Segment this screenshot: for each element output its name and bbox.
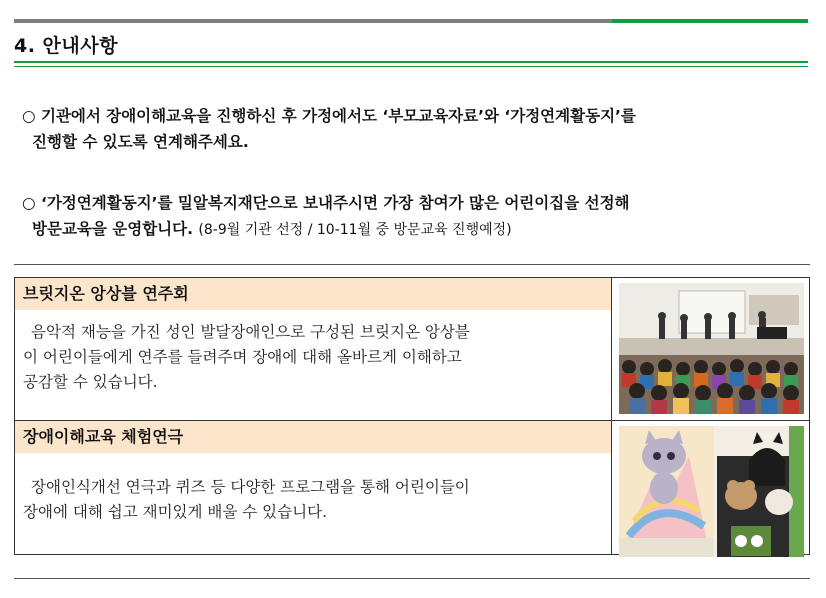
description-line: 장애에 대해 쉽고 재미있게 배울 수 있습니다. [23,503,328,521]
divider [14,578,810,579]
program-text-cell [15,421,612,554]
program-description [15,310,611,395]
program-text-cell [15,278,612,420]
description-line: 장애인식개선 연극과 퀴즈 등 다양한 프로그램을 통해 어린이들이 [31,478,470,496]
top-rule-green [612,19,808,23]
description-line: 음악적 재능을 가진 성인 발달장애인으로 구성된 브릿지온 앙상블 [31,323,470,341]
program-description [15,453,611,525]
ensemble-concert-photo [619,283,804,414]
description-line: 공감할 수 있습니다. [23,373,158,391]
notice-text: 기관에서 장애이해교육을 진행하신 후 가정에서도 ‘부모교육자료’와 ‘가정연계활동지’를 [40,107,636,125]
bullet-circle-icon: ○ [22,194,36,212]
program-table [14,277,810,555]
section-title: 4. 안내사항 [14,35,118,57]
title-underline [14,61,808,63]
program-title: 장애이해교육 체험연극 [15,421,611,453]
notice-1 [22,103,812,155]
notice-line: 진행할 수 있도록 연계해주세요. [32,133,249,151]
notice-2 [22,190,812,243]
theater-performance-photo [619,426,804,557]
notice-line [22,103,812,129]
notice-line [22,216,812,243]
program-row [15,421,809,554]
program-title: 브릿지온 앙상블 연주회 [15,278,611,310]
program-photo-cell [612,278,809,420]
description-line: 이 어린이들에게 연주를 들려주며 장애에 대해 올바르게 이해하고 [23,348,462,366]
divider [14,264,810,265]
program-photo-cell [612,421,809,554]
schedule-note: (8-9월 기관 선정 / 10-11월 중 방문교육 진행예정) [198,222,512,238]
notice-line [22,190,812,216]
title-underline-thin [14,66,808,67]
notice-text: 방문교육을 운영합니다. [32,220,194,238]
notice-text: ‘가정연계활동지’를 밀알복지재단으로 보내주시면 가장 참여가 많은 어린이집을 선정해 [40,194,630,212]
top-rule-grey [14,19,612,23]
bullet-circle-icon: ○ [22,107,36,125]
program-row [15,278,809,421]
